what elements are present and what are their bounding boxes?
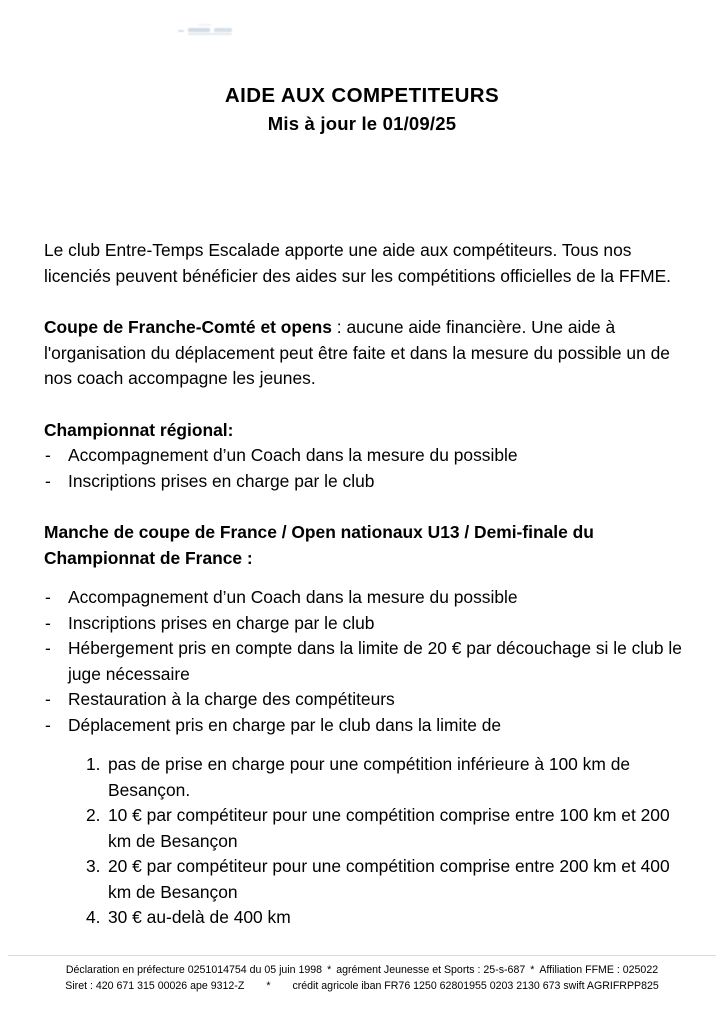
footer-line-banking bbox=[0, 978, 724, 994]
dash-bullet-icon: - bbox=[45, 638, 51, 658]
dash-bullet-icon: - bbox=[45, 612, 51, 633]
intro-paragraph: Le club Entre-Temps Escalade apporte une aide aux compétiteurs. Tous nos licenciés peuvent bénéficier des aides sur les compétitions officielles de la FFME. bbox=[44, 240, 672, 286]
footer-youth-sports-approval: agrément Jeunesse et Sports : 25-s-687 bbox=[336, 964, 526, 976]
list-item-label: pas de prise en charge pour une compétition inférieure à 100 km de Besançon. bbox=[108, 754, 631, 800]
list-item bbox=[86, 803, 694, 854]
regional-aid-list bbox=[44, 443, 694, 494]
list-item bbox=[44, 636, 694, 687]
dash-bullet-icon: - bbox=[45, 689, 51, 709]
section-coupe-body: : aucune aide financière. Une aide à l'organisation du déplacement peut être faite et dans la mesure du possible un de nos coach accompagne les jeunes. bbox=[44, 317, 670, 388]
footer-separator-icon: * bbox=[266, 980, 271, 992]
heading-line-2: Championnat de France : bbox=[44, 547, 253, 568]
dash-bullet-icon: - bbox=[45, 714, 51, 735]
document-body bbox=[44, 238, 694, 931]
dash-bullet-icon: - bbox=[45, 470, 51, 491]
list-item bbox=[44, 713, 694, 739]
page-footer bbox=[0, 962, 724, 994]
list-item bbox=[44, 585, 694, 611]
list-item-label: Déplacement pris en charge par le club dans la limite de bbox=[68, 714, 502, 735]
list-item bbox=[44, 687, 694, 713]
national-aid-list bbox=[44, 585, 694, 738]
list-item bbox=[86, 752, 694, 803]
list-item-label: Restauration à la charge des compétiteurs bbox=[68, 689, 395, 709]
list-item-label: 30 € au-delà de 400 km bbox=[108, 907, 291, 927]
section-coupe-lead: Coupe de Franche-Comté et opens bbox=[44, 317, 332, 337]
travel-reimbursement-scale bbox=[44, 752, 694, 931]
list-item-label: Inscriptions prises en charge par le club bbox=[68, 470, 375, 491]
footer-separator-icon: * bbox=[327, 964, 332, 976]
footer-ffme-affiliation: Affiliation FFME : 025022 bbox=[539, 964, 659, 976]
list-item-label: Hébergement pris en compte dans la limite de 20 € par découchage si le club le juge nécessaire bbox=[68, 638, 682, 684]
heading-line-1: Manche de coupe de France / Open nationaux U13 / Demi-finale du bbox=[44, 522, 594, 542]
list-item-number: 3. bbox=[86, 856, 101, 876]
list-item-label: Accompagnement d’un Coach dans la mesure du possible bbox=[68, 445, 518, 465]
list-item-number: 2. bbox=[86, 805, 101, 825]
list-item bbox=[44, 469, 694, 495]
footer-bank-details: crédit agricole iban FR76 1250 62801955 0203 2130 673 swift AGRIFRPP825 bbox=[292, 980, 659, 992]
list-item-number: 1. bbox=[86, 754, 101, 774]
list-item bbox=[86, 854, 694, 905]
list-item bbox=[86, 905, 694, 931]
list-item-label: Accompagnement d’un Coach dans la mesure du possible bbox=[68, 587, 518, 607]
club-logo-watermark-icon bbox=[178, 24, 248, 38]
list-item-number: 4. bbox=[86, 907, 101, 927]
page-title: AIDE AUX COMPETITEURS bbox=[224, 84, 500, 107]
page-subtitle: Mis à jour le 01/09/25 bbox=[267, 112, 457, 134]
list-item bbox=[44, 443, 694, 469]
section-coupe-franche-comte bbox=[44, 315, 694, 392]
list-item-label: Inscriptions prises en charge par le club bbox=[68, 612, 375, 633]
dash-bullet-icon: - bbox=[45, 587, 51, 607]
dash-bullet-icon: - bbox=[45, 445, 51, 465]
footer-line-legal bbox=[0, 962, 724, 978]
list-item-label: 20 € par compétiteur pour une compétition comprise entre 200 km et 400 km de Besançon bbox=[108, 856, 670, 902]
heading-manche-coupe-de-france bbox=[44, 520, 694, 571]
list-item-label: 10 € par compétiteur pour une compétition comprise entre 100 km et 200 km de Besançon bbox=[108, 805, 670, 851]
footer-prefecture-declaration: Déclaration en préfecture 0251014754 du 05 juin 1998 bbox=[65, 964, 323, 976]
title-block bbox=[0, 84, 724, 134]
footer-divider bbox=[8, 955, 716, 956]
footer-separator-icon: * bbox=[530, 964, 535, 976]
footer-siret: Siret : 420 671 315 00026 ape 9312-Z bbox=[65, 980, 245, 992]
list-item bbox=[44, 611, 694, 637]
heading-championnat-regional: Championnat régional: bbox=[44, 419, 234, 440]
